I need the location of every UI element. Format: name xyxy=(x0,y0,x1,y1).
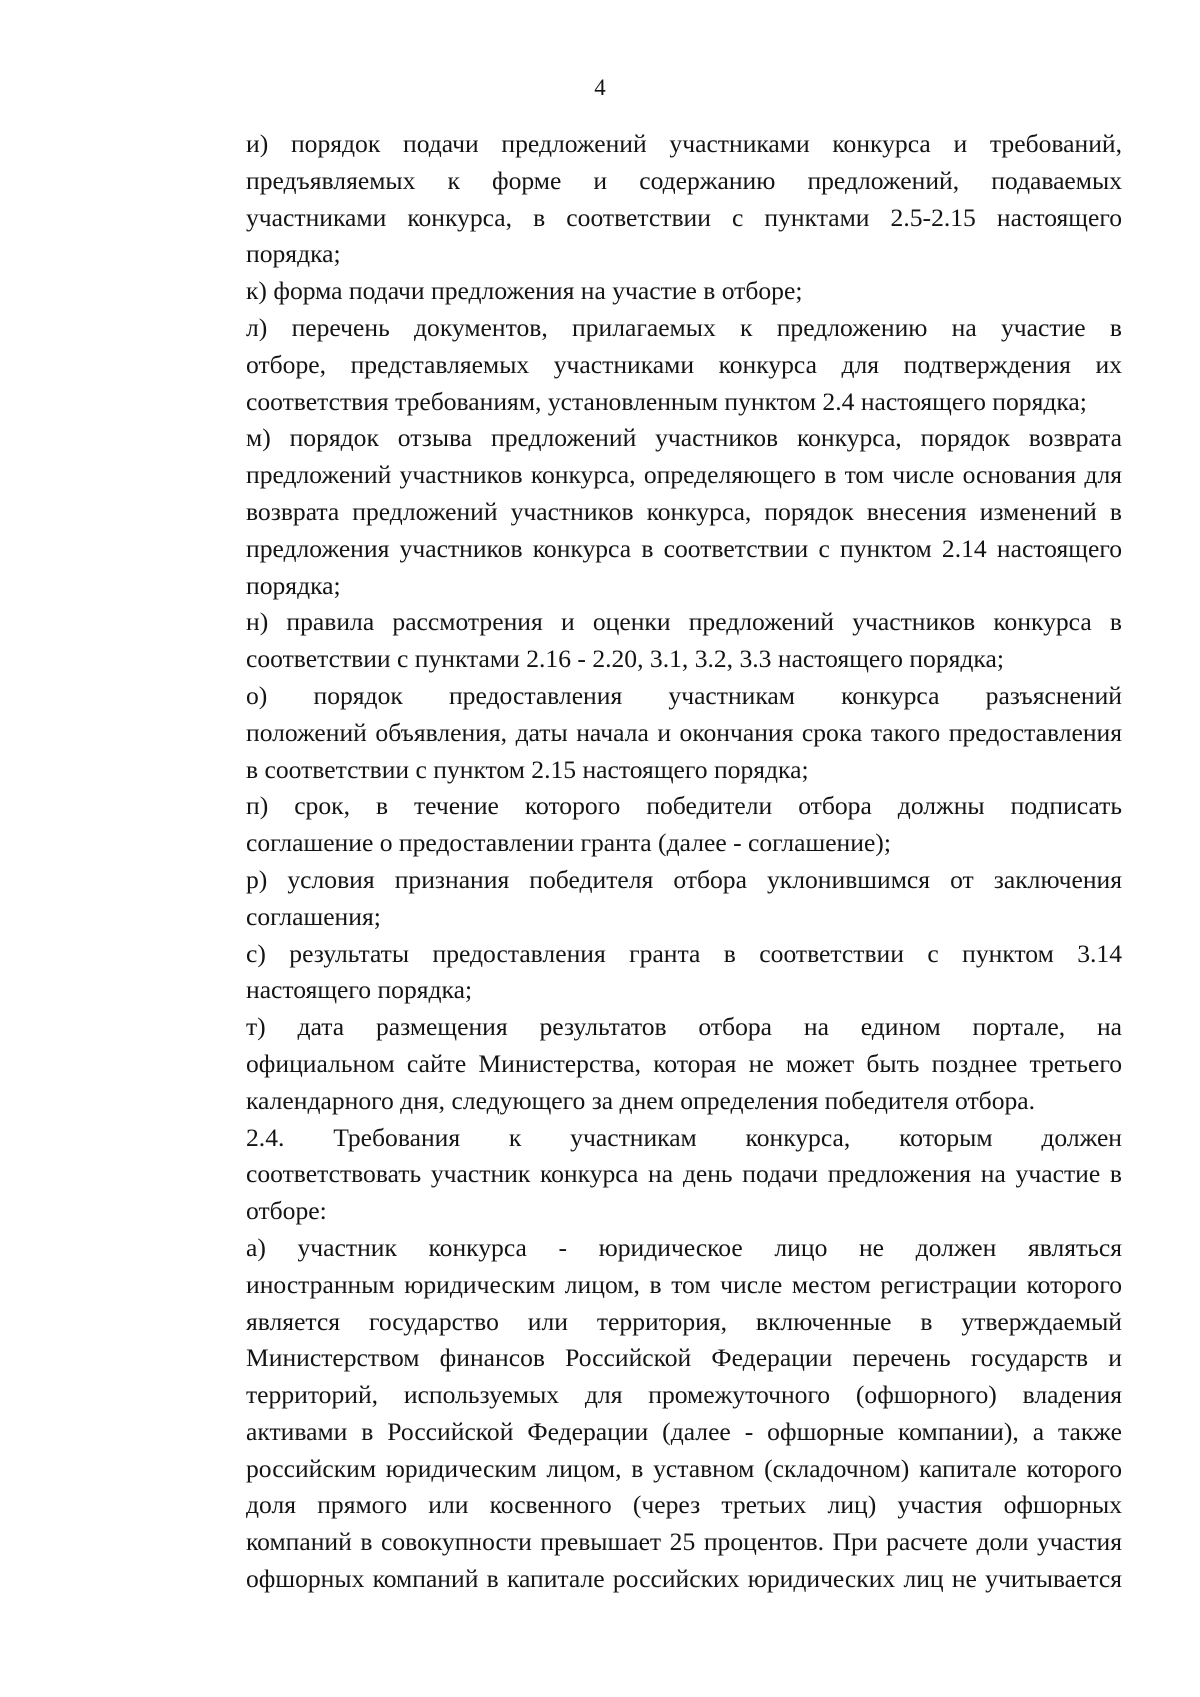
paragraph xyxy=(174,788,1122,862)
text-line: с) результаты предоставления гранта в соответствии с пунктом 3.14 xyxy=(246,938,1122,968)
paragraph xyxy=(174,678,1122,788)
text-line: р) условия признания победителя отбора уклонившимся от заключения xyxy=(246,864,1122,894)
text-line: иностранным юридическим лицом, в том числе местом регистрации которого xyxy=(246,1269,1122,1299)
text-line: и) порядок подачи предложений участниками конкурса и требований, xyxy=(246,129,1122,158)
text-line: календарного дня, следующего за днем определения победителя отбора. xyxy=(246,1085,1036,1115)
text-line: положений объявления, даты начала и окончания срока такого предоставления xyxy=(246,717,1122,747)
text-line: отборе, представляемых участниками конкурса для подтверждения их xyxy=(246,349,1122,379)
text-line: активами в Российской Федерации (далее - офшорные компании), а также xyxy=(246,1416,1122,1446)
text-line: компаний в совокупности превышает 25 процентов. При расчете доли участия xyxy=(246,1527,1122,1557)
paragraph xyxy=(174,126,1122,273)
paragraph xyxy=(174,420,1122,604)
document-body xyxy=(174,126,1122,1598)
paragraph xyxy=(174,936,1122,1010)
text-line: соответствовать участник конкурса на день подачи предложения на участие в xyxy=(246,1159,1122,1189)
paragraph xyxy=(174,1120,1122,1230)
paragraph xyxy=(174,1230,1122,1598)
text-line: возврата предложений участников конкурса, порядок внесения изменений в xyxy=(246,496,1122,526)
text-line: порядка; xyxy=(246,239,341,269)
text-line: соответствии с пунктами 2.16 - 2.20, 3.1, 3.2, 3.3 настоящего порядка; xyxy=(246,644,1004,674)
text-line: предъявляемых к форме и содержанию предложений, подаваемых xyxy=(246,165,1122,195)
text-line: является государство или территория, включенные в утверждаемый xyxy=(246,1306,1122,1336)
text-line: участниками конкурса, в соответствии с пунктами 2.5-2.15 настоящего xyxy=(246,202,1122,232)
text-line: порядка; xyxy=(246,570,341,600)
text-line: л) перечень документов, прилагаемых к предложению на участие в xyxy=(246,312,1122,342)
text-line: настоящего порядка; xyxy=(246,975,473,1005)
text-line: в соответствии с пунктом 2.15 настоящего порядка; xyxy=(246,754,809,784)
paragraph xyxy=(174,604,1122,678)
paragraph xyxy=(174,862,1122,936)
text-line: т) дата размещения результатов отбора на едином портале, на xyxy=(246,1012,1122,1042)
text-line: 2.4. Требования к участникам конкурса, которым должен xyxy=(246,1122,1122,1152)
paragraph xyxy=(174,310,1122,420)
paragraph xyxy=(174,1009,1122,1119)
text-line: п) срок, в течение которого победители отбора должны подписать xyxy=(246,791,1122,821)
text-line: офшорных компаний в капитале российских юридических лиц не учитывается xyxy=(246,1564,1122,1594)
text-line: о) порядок предоставления участникам конкурса разъяснений xyxy=(246,680,1122,710)
text-line: соглашения; xyxy=(246,901,381,931)
text-line: официальном сайте Министерства, которая не может быть позднее третьего xyxy=(246,1048,1122,1078)
paragraph xyxy=(174,273,1122,310)
text-line: Министерством финансов Российской Федерации перечень государств и xyxy=(246,1343,1122,1373)
text-line: доля прямого или косвенного (через третьих лиц) участия офшорных xyxy=(246,1490,1122,1520)
text-line: н) правила рассмотрения и оценки предложений участников конкурса в xyxy=(246,607,1122,637)
text-line: соответствия требованиям, установленным пунктом 2.4 настоящего порядка; xyxy=(246,386,1087,416)
text-line: м) порядок отзыва предложений участников конкурса, порядок возврата xyxy=(246,423,1122,453)
text-line: а) участник конкурса - юридическое лицо не должен являться xyxy=(246,1232,1122,1262)
text-line: предложения участников конкурса в соответствии с пунктом 2.14 настоящего xyxy=(246,533,1122,563)
page-number: 4 xyxy=(594,75,606,100)
text-line: отборе: xyxy=(246,1196,327,1226)
text-line: соглашение о предоставлении гранта (далее - соглашение); xyxy=(246,828,891,858)
text-line: российским юридическим лицом, в уставном (складочном) капитале которого xyxy=(246,1453,1122,1483)
text-line: к) форма подачи предложения на участие в отборе; xyxy=(246,276,803,306)
text-line: территорий, используемых для промежуточного (офшорного) владения xyxy=(246,1380,1122,1410)
text-line: предложений участников конкурса, определяющего в том числе основания для xyxy=(246,460,1122,490)
